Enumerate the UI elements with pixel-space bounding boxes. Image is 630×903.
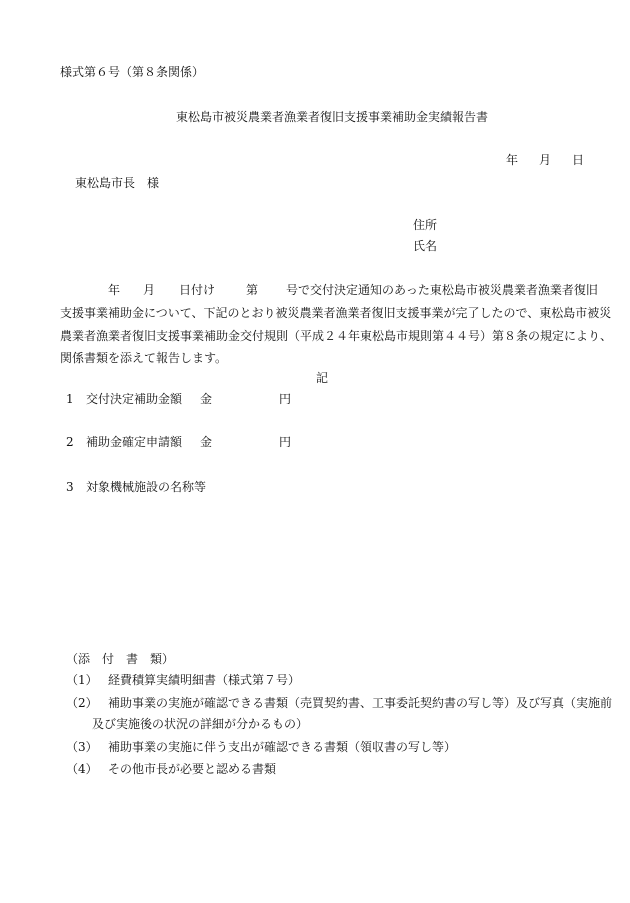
item-2-kin: 金 <box>200 435 213 449</box>
attachment-3-text: 補助事業の実施に伴う支出が確認できる書類（領収書の写し等） <box>108 740 457 754</box>
attachment-2-text: 補助事業の実施が確認できる書類（売買契約書、工事委託契約書の写し等）及び写真（実施前 <box>108 696 613 710</box>
attachment-4-number: （4） <box>66 762 98 776</box>
body-line-4: 関係書類を添えて報告します。 <box>60 351 228 365</box>
item-2-number: 2 <box>66 435 74 449</box>
body-line-3: 農業者漁業者復旧支援事業補助金交付規則（平成２４年東松島市規則第４４号）第８条の規定により、 <box>60 329 613 343</box>
attachment-1-text: 経費積算実績明細書（様式第７号） <box>108 673 301 687</box>
date-month-label: 月 <box>539 153 552 167</box>
attachment-3-number: （3） <box>66 740 98 754</box>
address-label: 住所 <box>413 218 438 232</box>
name-label: 氏名 <box>413 239 438 253</box>
item-3-label: 対象機械施設の名称等 <box>86 480 207 494</box>
item-2-yen: 円 <box>279 435 292 449</box>
body-year: 年 <box>108 283 121 297</box>
item-3-number: 3 <box>66 480 74 494</box>
body-line-1-rest: 号で交付決定通知のあった東松島市被災農業者漁業者復旧 <box>286 283 598 297</box>
body-number-prefix: 第 <box>246 283 259 297</box>
date-day-label: 日 <box>572 153 585 167</box>
item-1-label: 交付決定補助金額 <box>86 392 183 406</box>
item-1-yen: 円 <box>279 392 292 406</box>
addressee: 東松島市長 様 <box>75 176 160 190</box>
attachment-1-number: （1） <box>66 673 98 687</box>
attachment-2-number: （2） <box>66 696 98 710</box>
item-1-number: 1 <box>66 392 74 406</box>
attachments-heading: （添 付 書 類） <box>66 652 175 666</box>
body-line-2: 支援事業補助金について、下記のとおり被災農業者漁業者復旧支援事業が完了したので、東松島市被災 <box>60 306 612 320</box>
body-month: 月 <box>143 283 156 297</box>
date-year-label: 年 <box>506 153 519 167</box>
item-1-kin: 金 <box>200 392 213 406</box>
attachment-2-continuation: 及び実施後の状況の詳細が分かるもの） <box>92 717 309 731</box>
attachment-4-text: その他市長が必要と認める書類 <box>108 762 277 776</box>
body-day-suffix: 日付け <box>179 283 216 297</box>
form-number: 様式第６号（第８条関係） <box>60 65 205 79</box>
document-title: 東松島市被災農業者漁業者復旧支援事業補助金実績報告書 <box>176 110 489 124</box>
ki-heading: 記 <box>316 371 329 385</box>
item-2-label: 補助金確定申請額 <box>86 435 183 449</box>
